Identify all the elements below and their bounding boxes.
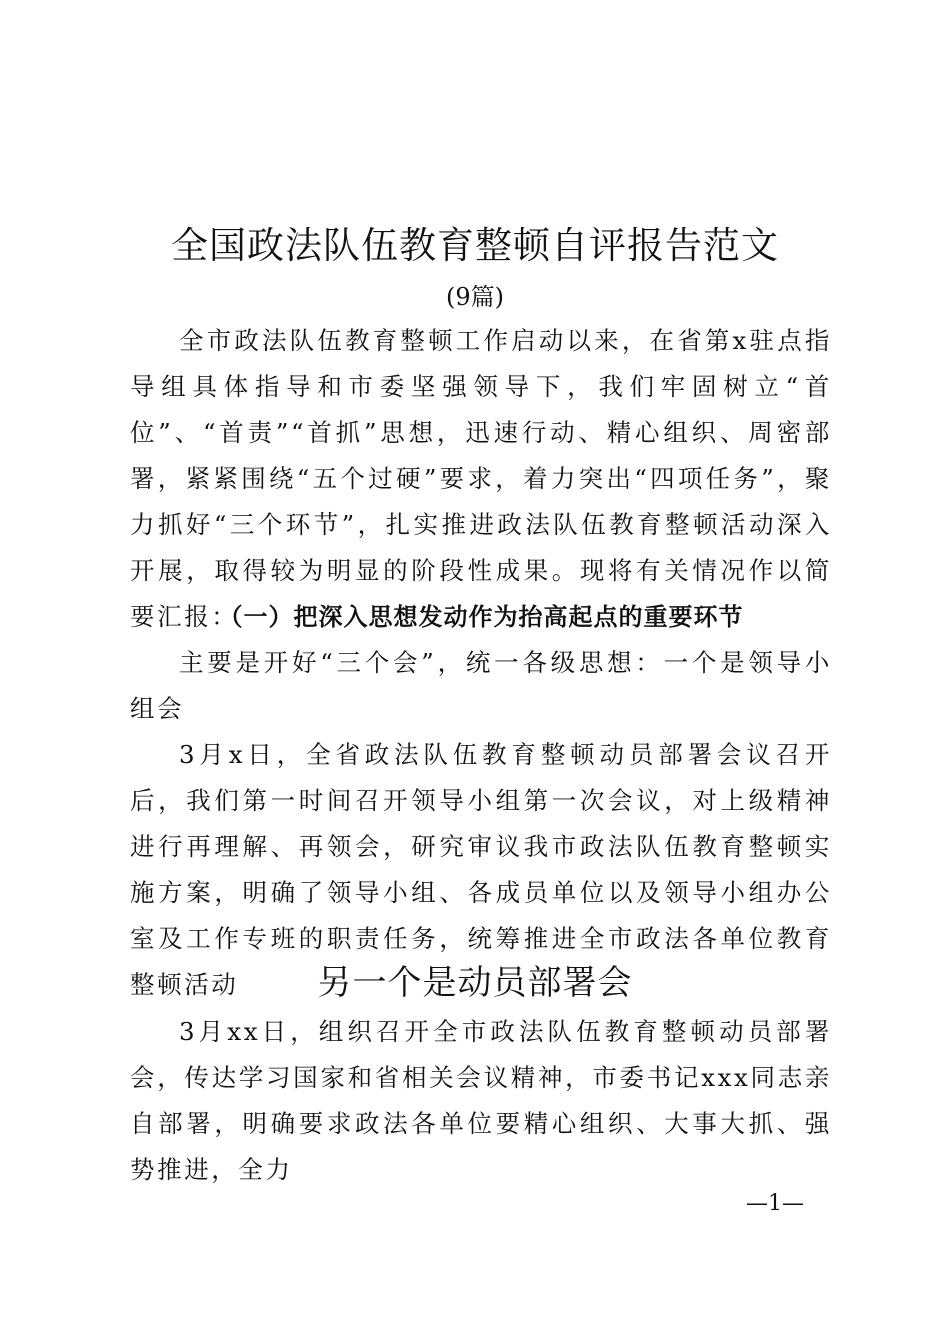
meetings-paragraph: 主要是开好“三个会”，统一各级思想：一个是领导小组会 (130, 648, 832, 723)
section-heading: （一）把深入思想发动作为抬高起点的重要环节 (218, 602, 744, 631)
page-number: —1— (746, 1191, 804, 1216)
mobilization-block (130, 1009, 832, 1193)
intro-paragraph: 全市政法队伍教育整顿工作启动以来，在省第x驻点指导组具体指导和市委坚强领导下，我们牢固树立“首位”、“首责”“首抓”思想，迅速行动、精心组织、周密部署，紧紧围绕“五个过硬”要求，着力突出“四项任务”，聚力抓好“三个环节”，扎实推进政法队伍教育整顿活动深入开展，取得较为明显的阶段性成果。现将有关情况作以简要汇报： (130, 326, 832, 631)
document-title: 全国政法队伍教育整顿自评报告范文 (171, 224, 779, 267)
leadership-paragraph: 3月x日，全省政法队伍教育整顿动员部署会议召开后，我们第一时间召开领导小组第一次会议，对上级精神进行再理解、再领会，研究审议我市政法队伍教育整顿实施方案，明确了领导小组、各成员单位以及领导小组办公室及工作专班的职责任务，统筹推进全市政法各单位教育整顿活动 (130, 740, 832, 999)
intro-block (130, 318, 832, 640)
mobilization-paragraph: 3月xx日，组织召开全市政法队伍教育整顿动员部署会，传达学习国家和省相关会议精神，市委书记xxx同志亲自部署，明确要求政法各单位要精心组织、大事大抓、强势推进，全力 (130, 1017, 832, 1184)
meetings-block (130, 640, 832, 732)
document-subtitle: (9篇) (446, 283, 504, 311)
mobilization-heading: 另一个是动员部署会 (317, 963, 633, 1003)
